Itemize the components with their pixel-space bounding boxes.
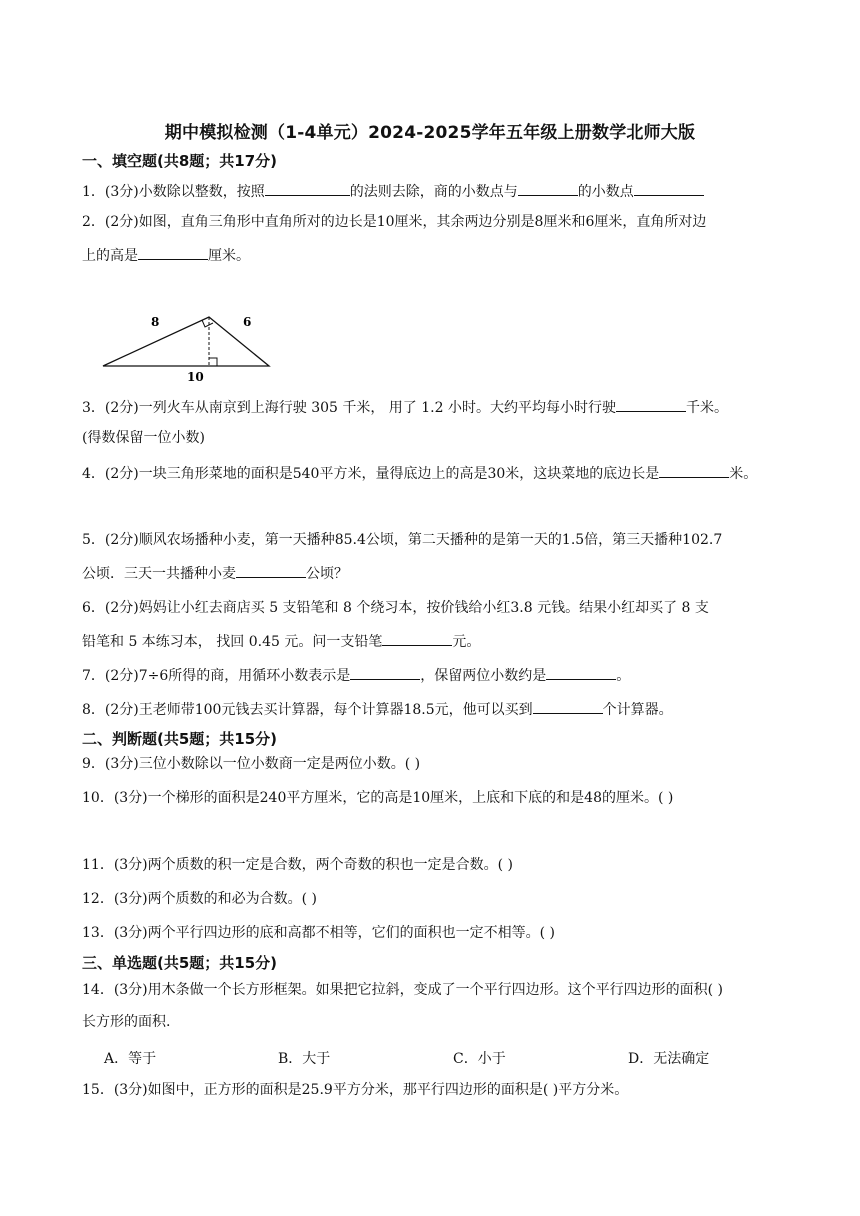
question-4: 4．(2分)一块三角形菜地的面积是540平方米，量得底边上的高是30米，这块菜地的底边长是 米。 (82, 462, 812, 484)
question-6-line-2: 铅笔和 5 本练习本， 找回 0.45 元。问一支铅笔 元。 (82, 630, 812, 652)
answer-blank[interactable] (350, 664, 420, 680)
question-13: 13．(3分)两个平行四边形的底和高都不相等，它们的面积也一定不相等。( ) (82, 925, 556, 941)
question-10: 10．(3分)一个梯形的面积是240平方厘米，它的高是10厘米，上底和下底的和是48的厘米。( ) (82, 790, 674, 806)
question-11: 11．(3分)两个质数的积一定是合数，两个奇数的积也一定是合数。( ) (82, 857, 514, 873)
answer-blank[interactable] (236, 562, 306, 578)
option-b[interactable]: B．大于 (278, 1051, 331, 1067)
right-triangle-figure (95, 284, 295, 384)
answer-blank[interactable] (138, 244, 208, 260)
page-title: 期中模拟检测（1-4单元）2024-2025学年五年级上册数学北师大版 (164, 123, 696, 143)
answer-blank[interactable] (634, 180, 704, 196)
question-15: 15．(3分)如图中，正方形的面积是25.9平方分米，那平行四边形的面积是( )平方分米。 (82, 1082, 629, 1098)
question-9: 9．(3分)三位小数除以一位小数商一定是两位小数。( ) (82, 756, 421, 772)
answer-blank[interactable] (382, 630, 452, 646)
answer-blank[interactable] (518, 180, 578, 196)
question-2-line-1: 2．(2分)如图，直角三角形中直角所对的边长是10厘米，其余两边分别是8厘米和6厘米，直角所对边 (82, 214, 707, 230)
answer-blank[interactable] (659, 462, 729, 478)
answer-blank[interactable] (616, 396, 686, 412)
question-12: 12．(3分)两个质数的和必为合数。( ) (82, 891, 318, 907)
question-3-line-1: 3．(2分)一列火车从南京到上海行驶 305 千米， 用了 1.2 小时。大约平均每小时行驶 千米。 (82, 396, 812, 418)
answer-blank[interactable] (265, 180, 350, 196)
question-14-line-2: 长方形的面积. (82, 1014, 171, 1030)
question-8: 8．(2分)王老师带100元钱去买计算器，每个计算器18.5元，他可以买到 个计算器。 (82, 698, 812, 720)
base-label-10: 10 (187, 370, 204, 384)
question-2-line-2: 上的高是 厘米。 (82, 244, 812, 266)
answer-blank[interactable] (533, 698, 603, 714)
question-6-line-1: 6．(2分)妈妈让小红去商店买 5 支铅笔和 8 个绕习本，按价钱给小红3.8 元钱。结果小红却买了 8 支 (82, 600, 709, 616)
option-c[interactable]: C．小于 (453, 1051, 506, 1067)
question-14-line-1: 14．(3分)用木条做一个长方形框架。如果把它拉斜，变成了一个平行四边形。这个平行四边形的面积( ) (82, 982, 724, 998)
answer-blank[interactable] (546, 664, 616, 680)
side-label-6: 6 (243, 315, 252, 329)
right-angle-mark-apex (202, 320, 213, 327)
right-angle-mark-base (209, 358, 217, 366)
option-d[interactable]: D．无法确定 (628, 1051, 710, 1067)
option-a[interactable]: A．等于 (104, 1051, 157, 1067)
section-heading-fill: 一、填空题(共8题；共17分) (82, 152, 278, 170)
question-5-line-2: 公顷．三天一共播种小麦 公顷？ (82, 562, 812, 584)
question-5-line-1: 5．(2分)顺风农场播种小麦，第一天播种85.4公顷，第二天播种的是第一天的1.5倍，第三天播种102.7 (82, 532, 723, 548)
question-1: 1．(3分)小数除以整数，按照 的法则去除，商的小数点与 的小数点 (82, 180, 812, 202)
section-heading-judge: 二、判断题(共5题；共15分) (82, 730, 278, 748)
question-3-line-2: (得数保留一位小数) (82, 430, 205, 446)
side-label-8: 8 (151, 315, 160, 329)
section-heading-choice: 三、单选题(共5题；共15分) (82, 954, 278, 972)
question-7: 7．(2分)7÷6所得的商，用循环小数表示是 ，保留两位小数约是 。 (82, 664, 812, 686)
